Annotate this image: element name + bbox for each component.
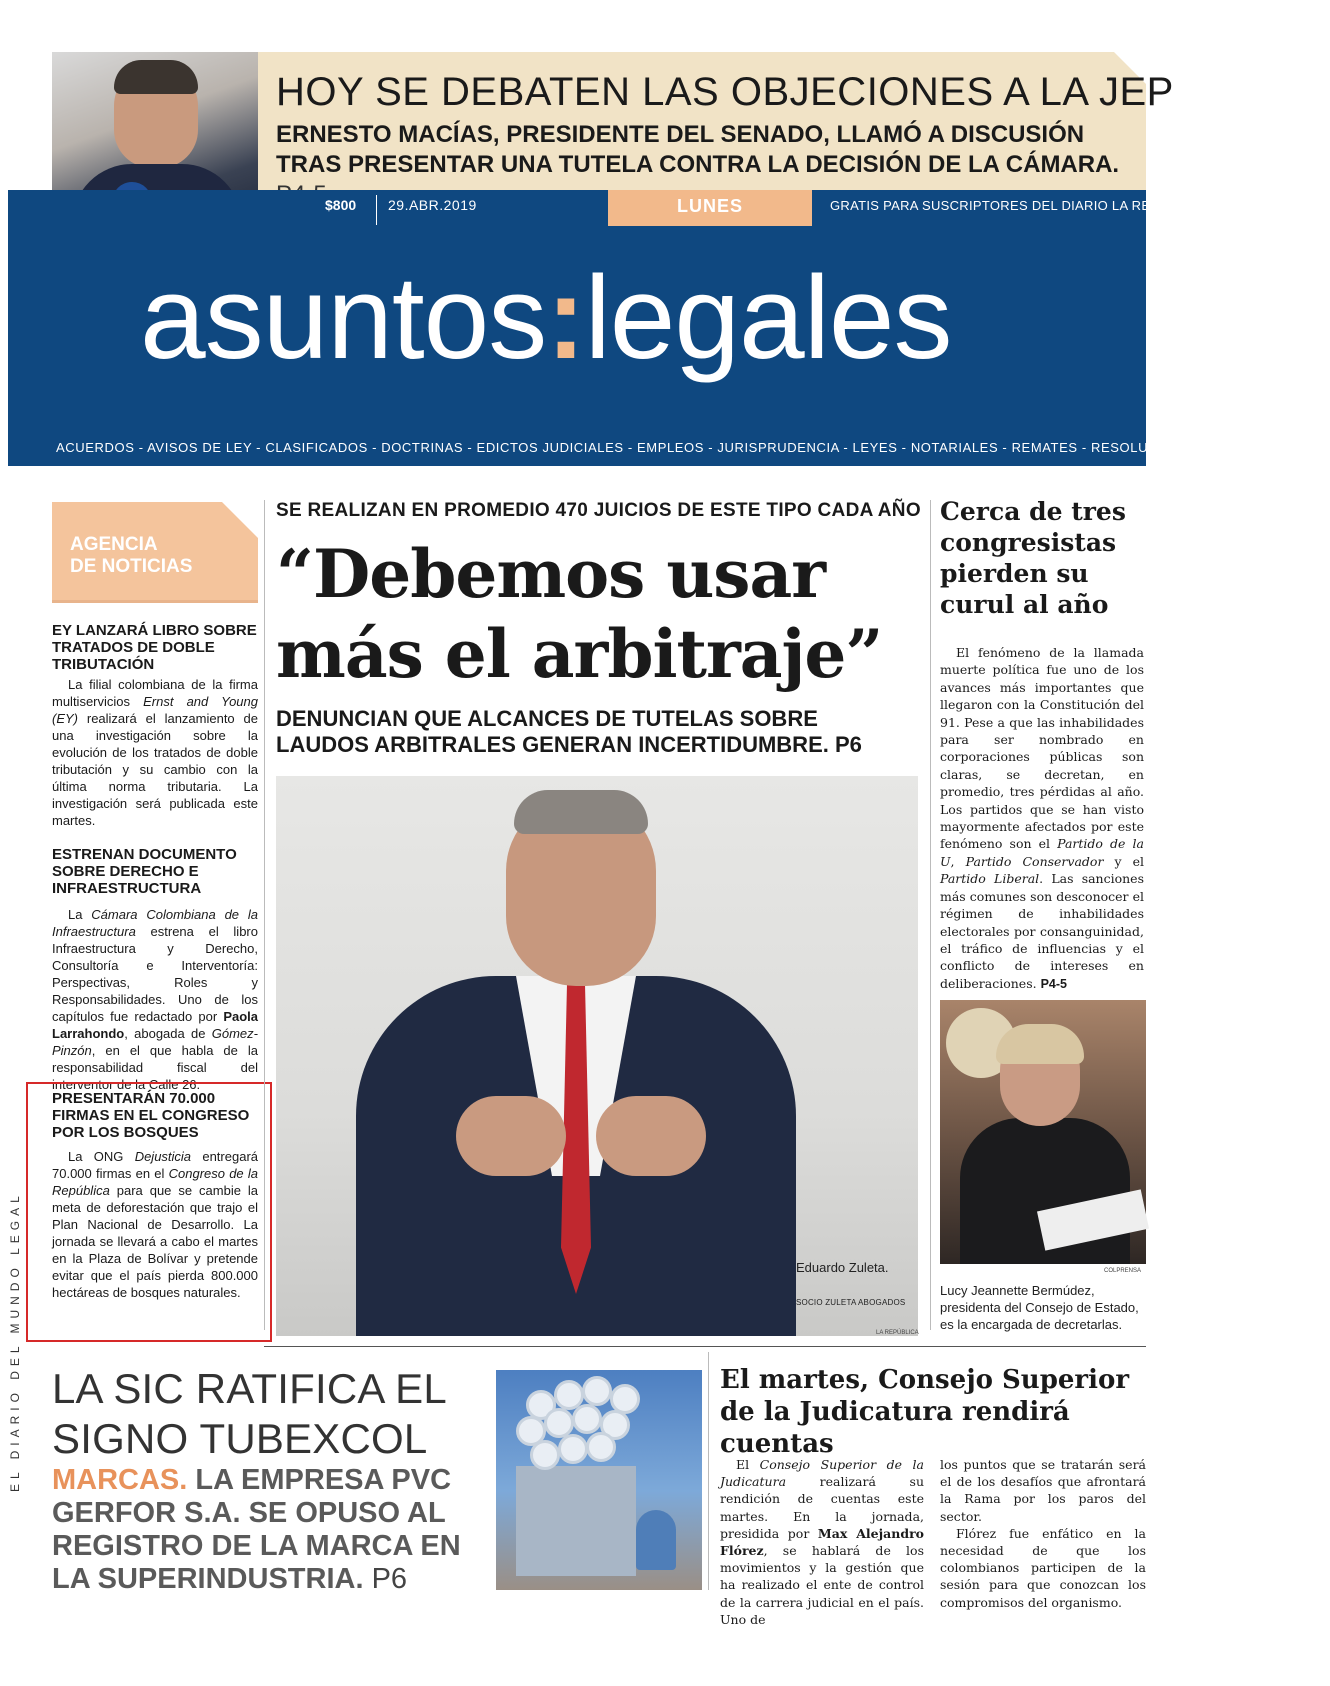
main-caption-name: Eduardo Zuleta. bbox=[796, 1260, 889, 1275]
cs-column-2 bbox=[940, 1456, 1146, 1611]
vertical-tagline: EL DIARIO DEL MUNDO LEGAL bbox=[8, 1191, 22, 1492]
logo-right: legales bbox=[584, 252, 952, 384]
text: entregará 70.000 firmas en el bbox=[52, 1149, 259, 1181]
text: , se hablará de los movimientos y la gestión que ha realizado el ente de control de la carrera judicial en el país. Uno de bbox=[720, 1543, 924, 1627]
text-bold: Max Alejandro Flórez bbox=[720, 1525, 924, 1559]
text: El fenómeno de la llamada muerte política fue uno de los avances más importantes que llegaron con la Constitución del 91. Pese a que las inhabilidades para ser nombrado en corporaciones públicas son claras, se decretan, en promedio, tres pérdidas al año. Los partidos que se han visto mayormente afectados por este fenómeno son el bbox=[940, 645, 1144, 852]
right-headline[interactable]: Cerca de tres congresistas pierden su curul al año bbox=[940, 497, 1126, 619]
main-photo-credit: LA REPÚBLICA bbox=[876, 1330, 919, 1336]
eduardo-zuleta-photo bbox=[276, 776, 918, 1336]
text: , abogada de bbox=[124, 1026, 212, 1041]
agency-item-3-headline[interactable]: PRESENTARÁN 70.000 FIRMAS EN EL CONGRESO POR LOS BOSQUES bbox=[52, 1090, 250, 1141]
right-body bbox=[940, 644, 1144, 993]
main-kicker: SE REALIZAN EN PROMEDIO 470 JUICIOS DE ESTE TIPO CADA AÑO bbox=[276, 500, 921, 521]
text-italic: Cámara Colombiana de la Infraestructura bbox=[52, 907, 258, 939]
logo-left: asuntos bbox=[140, 252, 547, 384]
sic-page-ref: P6 bbox=[371, 1563, 408, 1595]
text-italic: Consejo Superior de la Judicatura bbox=[720, 1457, 924, 1490]
text: La filial colombiana de la firma multiservicios bbox=[52, 677, 258, 709]
text: , en el que habla de la responsabilidad fiscal del interventor de la Calle 26. bbox=[52, 1043, 258, 1092]
agency-title bbox=[70, 534, 250, 578]
text: estrena el libro Infraestructura y Derecho, Consultoría e Interventoría: Perspectivas, Roles y Responsabilidades. Uno de los capítulos fue redactado por bbox=[52, 924, 258, 1024]
right-caption: Lucy Jeannette Bermúdez, presidenta del Consejo de Estado, es la encargada de decretarlas. bbox=[940, 1283, 1139, 1332]
pvc-pipes-photo bbox=[496, 1370, 702, 1590]
agency-item-1-body bbox=[52, 676, 258, 829]
text: y el bbox=[1103, 853, 1145, 869]
text: Flórez fue enfático en la necesidad de que los colombianos participen de la sesión para que conozcan los compromisos del organismo. bbox=[940, 1525, 1146, 1610]
logo-colon: : bbox=[546, 252, 585, 384]
free-note: GRATIS PARA SUSCRIPTORES DEL DIARIO LA REPÚBLICA bbox=[830, 198, 1209, 213]
cs-headline[interactable]: El martes, Consejo Superior de la Judicatura rendirá cuentas bbox=[720, 1365, 1130, 1459]
bottom-column-rule bbox=[708, 1352, 709, 1590]
text: . Las sanciones más comunes son desconocer el régimen de inhabilidades electorales por consanguinidad, el tráfico de influencias y el conflicto de intereses en deliberaciones. bbox=[940, 871, 1144, 991]
text: La bbox=[68, 907, 92, 922]
text-italic: Gómez-Pinzón bbox=[52, 1026, 258, 1058]
main-headline[interactable]: “Debemos usar más el arbitraje” bbox=[276, 535, 883, 693]
text: realizará su rendición de cuentas este martes. En la jornada, presidida por bbox=[720, 1474, 924, 1541]
main-caption-role: SOCIO ZULETA ABOGADOS bbox=[796, 1298, 906, 1307]
text-italic: Ernst and Young (EY) bbox=[52, 694, 258, 726]
column-rule-left bbox=[264, 500, 265, 1330]
right-photo-credit: COLPRENSA bbox=[1104, 1268, 1142, 1274]
cs-column-1 bbox=[720, 1456, 924, 1628]
issue-day: LUNES bbox=[676, 196, 743, 216]
text-italic: Dejusticia bbox=[134, 1149, 192, 1164]
agency-item-2-headline[interactable]: ESTRENAN DOCUMENTO SOBRE DERECHO E INFRAESTRUCTURA bbox=[52, 846, 237, 897]
right-page-ref: P4-5 bbox=[1040, 976, 1067, 991]
text: para que se cambie la meta de deforestación que trajo el Plan Nacional de Desarrollo. La jornada se llevará a cabo el martes en la Plaza de Bolívar y pretende evitar que el país pierda 800.000 hectáreas de bosques naturales. bbox=[52, 1183, 258, 1300]
text-italic: Congreso de la República bbox=[52, 1166, 258, 1198]
text: La ONG bbox=[68, 1149, 135, 1164]
sic-deck-text: LA EMPRESA PVC GERFOR S.A. SE OPUSO AL REGISTRO DE LA MARCA EN LA SUPERINDUSTRIA. bbox=[52, 1464, 461, 1595]
main-deck: DENUNCIAN QUE ALCANCES DE TUTELAS SOBRE LAUDOS ARBITRALES GENERAN INCERTIDUMBRE. P6 bbox=[276, 706, 862, 757]
text: , bbox=[950, 853, 966, 869]
sic-deck bbox=[52, 1464, 472, 1596]
agency-item-2-body bbox=[52, 906, 258, 1093]
masthead-divider bbox=[376, 195, 377, 225]
agency-underline bbox=[52, 600, 258, 603]
top-deck-text: ERNESTO MACÍAS, PRESIDENTE DEL SENADO, LLAMÓ A DISCUSIÓN TRAS PRESENTAR UNA TUTELA CONTRA LA DECISIÓN DE LA CÁMARA. bbox=[276, 121, 1120, 178]
issue-date: 29.ABR.2019 bbox=[388, 197, 477, 213]
price: $800 bbox=[325, 197, 357, 213]
text-bold: Paola Larrahondo bbox=[52, 1009, 258, 1041]
text-italic: Partido de la U bbox=[940, 836, 1145, 869]
section-nav[interactable]: ACUERDOS - AVISOS DE LEY - CLASIFICADOS - DOCTRINAS - EDICTOS JUDICIALES - EMPLEOS - JURISPRUDENCIA - LEYES - NOTARIALES - REMATES - RESOLUCIONES ADMINISTRATIVAS bbox=[56, 440, 1330, 455]
text: El bbox=[736, 1457, 760, 1472]
logo bbox=[140, 252, 952, 384]
sic-headline[interactable]: LA SIC RATIFICA EL SIGNO TUBEXCOL bbox=[52, 1365, 446, 1462]
agency-item-1-headline[interactable]: EY LANZARÁ LIBRO SOBRE TRATADOS DE DOBLE TRIBUTACIÓN bbox=[52, 622, 257, 673]
agency-title-line2: DE NOTICIAS bbox=[70, 556, 193, 577]
sic-brand: MARCAS. bbox=[52, 1464, 188, 1496]
agency-title-line1: AGENCIA bbox=[70, 534, 158, 555]
lucy-bermudez-photo bbox=[940, 1000, 1146, 1264]
text: realizará el lanzamiento de una investigación sobre la evolución de los tratados de doble tributación y su cambio con la última norma tributaria. La investigación será publicada este martes. bbox=[52, 711, 258, 828]
column-rule-right bbox=[930, 500, 931, 1330]
text-italic: Partido Conservador bbox=[965, 853, 1104, 869]
top-headline[interactable]: HOY SE DEBATEN LAS OBJECIONES A LA JEP bbox=[276, 70, 1174, 114]
text: los puntos que se tratarán será el de los desafíos que afrontará la Rama por los paros del sector. bbox=[940, 1457, 1146, 1524]
bottom-rule bbox=[264, 1346, 1146, 1347]
highlight-box bbox=[26, 1082, 272, 1342]
text-italic: Partido Liberal bbox=[940, 871, 1040, 887]
